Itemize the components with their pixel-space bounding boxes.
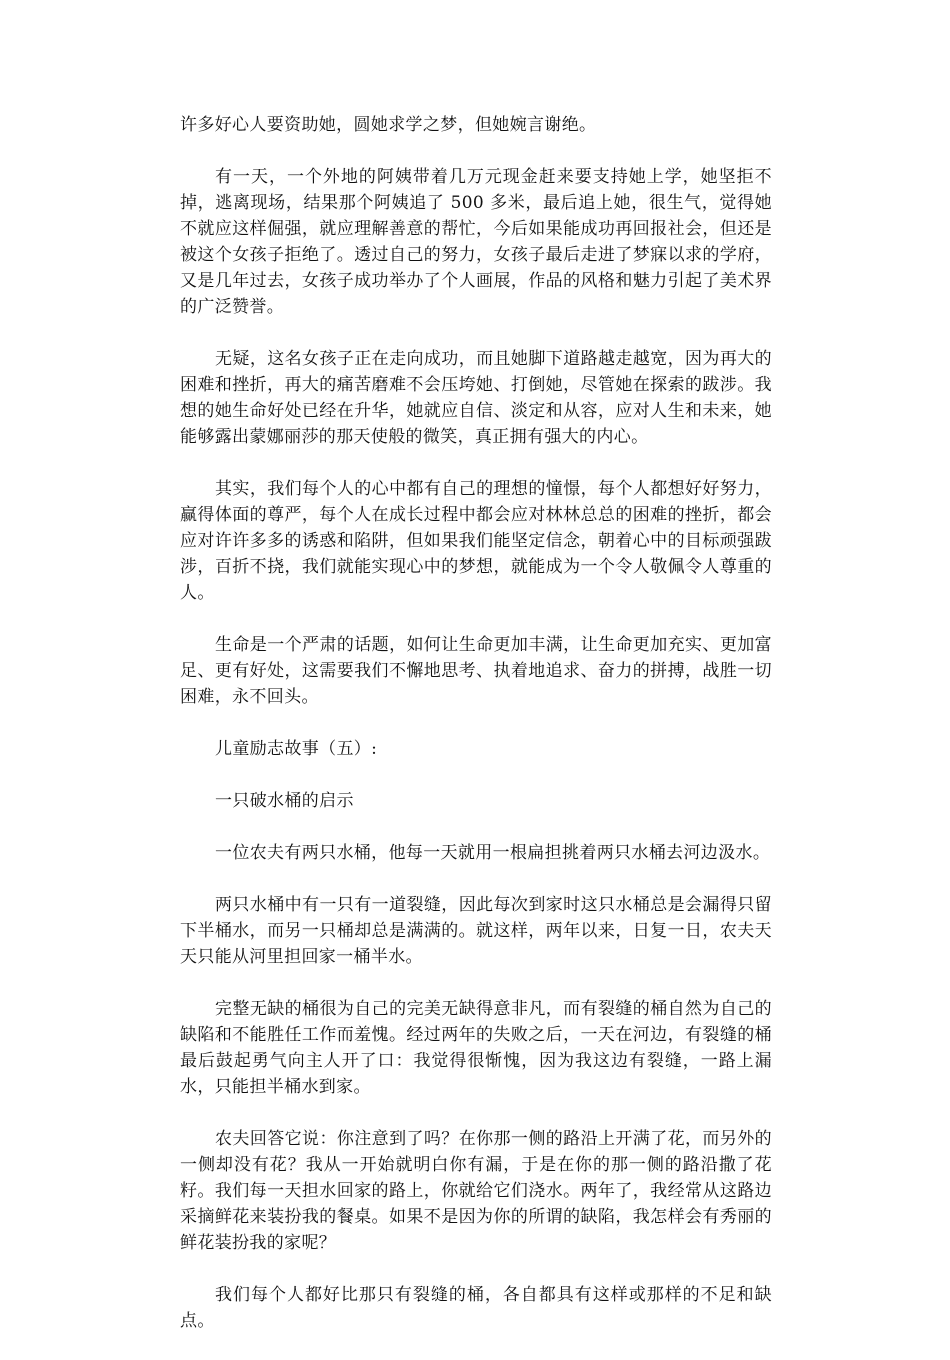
- story-title: 一只破水桶的启示: [215, 791, 354, 811]
- paragraph-3: 无疑，这名女孩子正在走向成功，而且她脚下道路越走越宽，因为再大的困难和挫折，再大的痛苦磨难不会压垮她、打倒她，尽管她在探索的跋涉。我想的她生命好处已经在升华，她就应自信、淡定和从容，应对人生和未来，她能够露出蒙娜丽莎的那天使般的微笑，真正拥有强大的内心。: [180, 349, 772, 447]
- document-body: [180, 112, 772, 1360]
- paragraph-11: 农夫回答它说：你注意到了吗？在你那一侧的路沿上开满了花，而另外的一侧却没有花？我从一开始就明白你有漏，于是在你的那一侧的路沿撒了花籽。我们每一天担水回家的路上，你就给它们浇水。两年了，我经常从这路边采摘鲜花来装扮我的餐桌。如果不是因为你的所谓的缺陷，我怎样会有秀丽的鲜花装扮我的家呢？: [180, 1129, 772, 1253]
- paragraph-9: 两只水桶中有一只有一道裂缝，因此每次到家时这只水桶总是会漏得只留下半桶水，而另一只桶却总是满满的。就这样，两年以来，日复一日，农夫天天只能从河里担回家一桶半水。: [180, 895, 772, 967]
- paragraph-1: 许多好心人要资助她，圆她求学之梦，但她婉言谢绝。: [180, 115, 597, 135]
- paragraph-4: 其实，我们每个人的心中都有自己的理想的憧憬，每个人都想好好努力，赢得体面的尊严，每个人在成长过程中都会应对林林总总的困难的挫折，都会应对许许多多的诱惑和陷阱，但如果我们能坚定信念，朝着心中的目标顽强跋涉，百折不挠，我们就能实现心中的梦想，就能成为一个令人敬佩令人尊重的人。: [180, 479, 772, 603]
- paragraph-12: 我们每个人都好比那只有裂缝的桶，各自都具有这样或那样的不足和缺点。: [180, 1285, 772, 1331]
- section-heading: 儿童励志故事（五）:: [215, 739, 378, 759]
- paragraph-5: 生命是一个严肃的话题，如何让生命更加丰满，让生命更加充实、更加富足、更有好处，这需要我们不懈地思考、执着地追求、奋力的拼搏，战胜一切困难，永不回头。: [180, 635, 772, 707]
- paragraph-10: 完整无缺的桶很为自己的完美无缺得意非凡，而有裂缝的桶自然为自己的缺陷和不能胜任工作而羞愧。经过两年的失败之后，一天在河边，有裂缝的桶最后鼓起勇气向主人开了口：我觉得很惭愧，因为我这边有裂缝，一路上漏水，只能担半桶水到家。: [180, 999, 772, 1097]
- paragraph-8: 一位农夫有两只水桶，他每一天就用一根扁担挑着两只水桶去河边汲水。: [215, 843, 771, 863]
- paragraph-2: 有一天，一个外地的阿姨带着几万元现金赶来要支持她上学，她坚拒不掉，逃离现场，结果那个阿姨追了 500 多米，最后追上她，很生气，觉得她不就应这样倔强，就应理解善意的帮忙，今后如果能成功再回报社会，但还是被这个女孩子拒绝了。透过自己的努力，女孩子最后走进了梦寐以求的学府，又是几年过去，女孩子成功举办了个人画展，作品的风格和魅力引起了美术界的广泛赞誉。: [180, 167, 772, 317]
